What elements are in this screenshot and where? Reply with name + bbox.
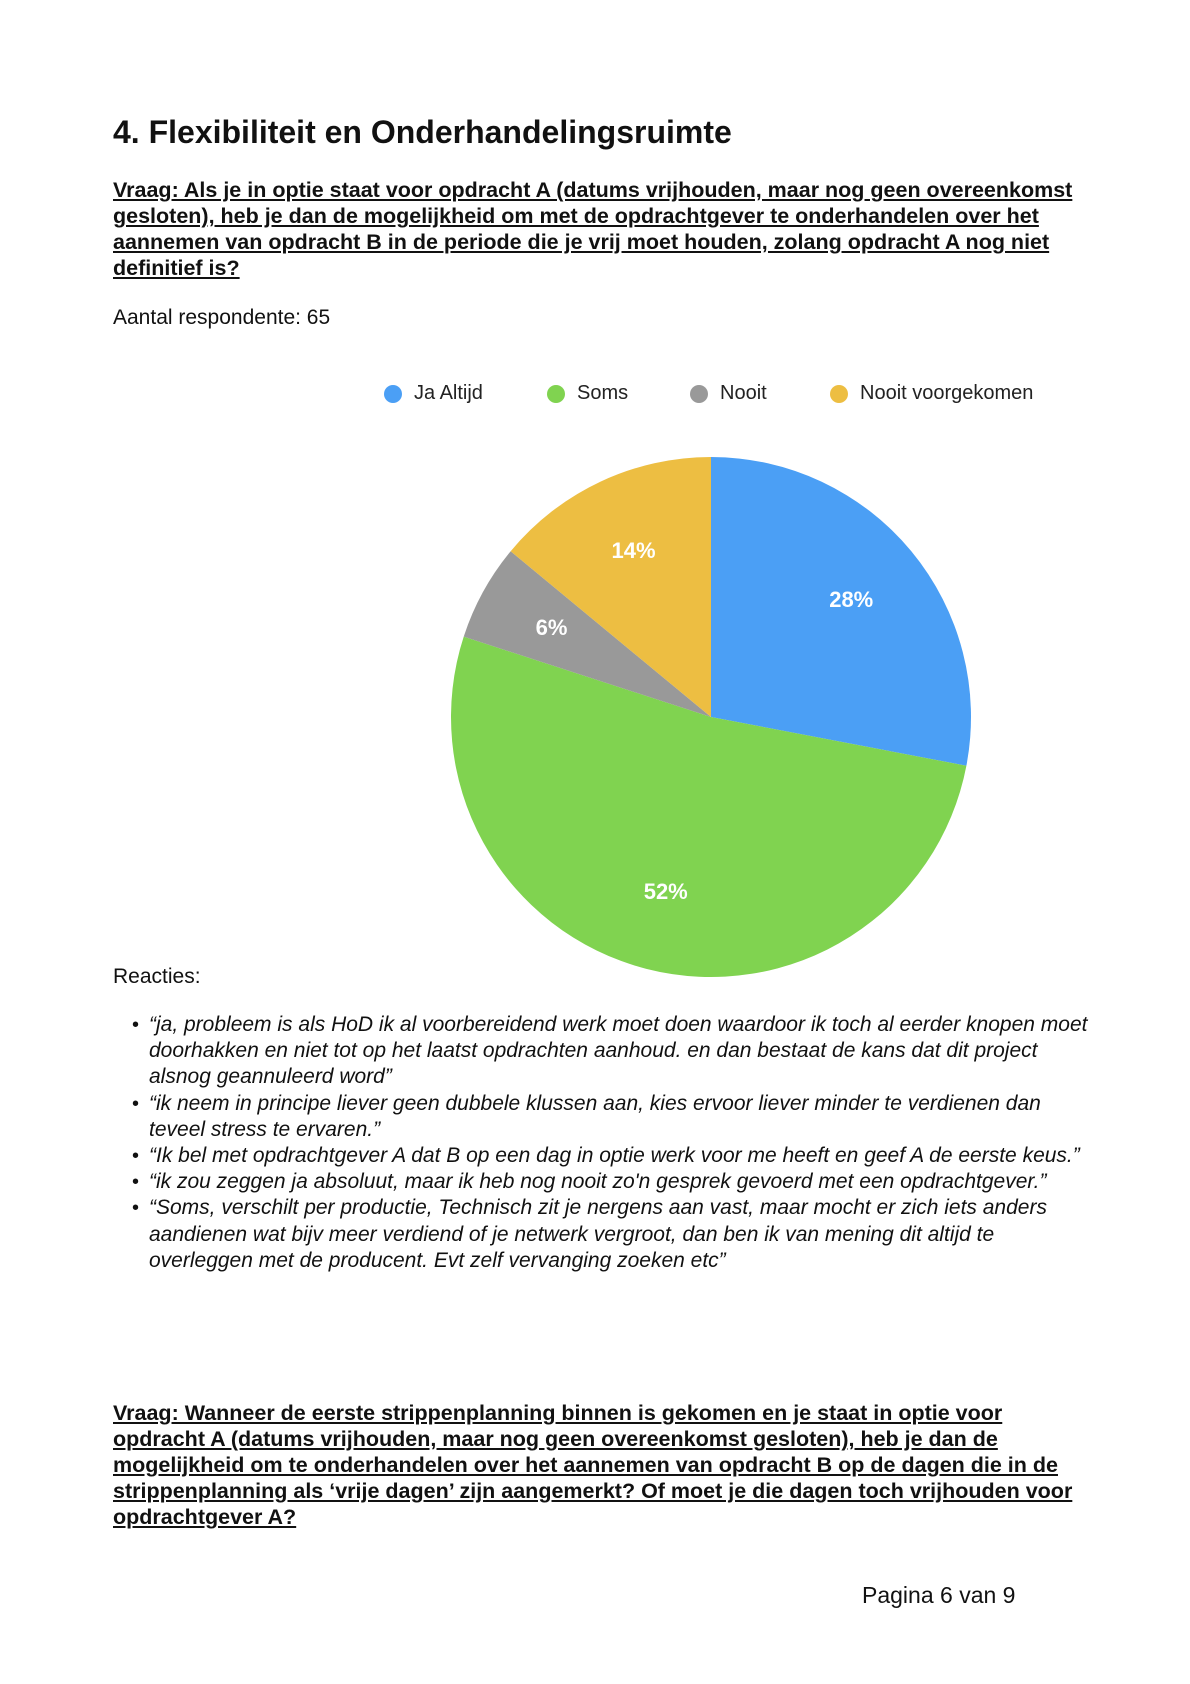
legend-item-nooit-voorgekomen [830, 382, 1033, 405]
section-heading: 4. Flexibiliteit en Onderhandelingsruimte [113, 114, 732, 150]
bullet-icon: • [132, 1092, 140, 1115]
legend-swatch-nooit [690, 385, 708, 403]
reactions-list [132, 1012, 1092, 1274]
question-1: Vraag: Als je in optie staat voor opdracht A (datums vrijhouden, maar nog geen overeenkomst gesloten), heb je dan de mogelijkheid om met de opdrachtgever te onderhandelen over het aannemen van opdracht B in de periode die je vrij moet houden, zolang opdracht A nog niet definitief is? [113, 178, 1073, 280]
respondent-count: Aantal respondente: 65 [113, 306, 331, 329]
reaction-item [132, 1012, 1092, 1091]
legend-label-ja-altijd: Ja Altijd [414, 382, 483, 404]
bullet-icon: • [132, 1171, 140, 1194]
bullet-icon: • [132, 1145, 140, 1168]
reaction-item [132, 1169, 1092, 1195]
legend-label-nooit: Nooit [720, 382, 767, 404]
reaction-item [132, 1143, 1092, 1169]
reaction-text: “ik zou zeggen ja absoluut, maar ik heb nog nooit zo'n gesprek gevoerd met een opdrachtgever.” [149, 1170, 1047, 1194]
legend-item-ja-altijd [384, 382, 483, 405]
chart-legend [0, 382, 1190, 412]
reaction-text: “Soms, verschilt per productie, Technisch zit je nergens aan vast, maar mocht er zich iets anders aandienen wat bijv meer verdiend of je netwerk vergroot, dan ben ik van mening dit altijd te overleggen met de producent. Evt zelf vervanging zoeken etc” [149, 1196, 1047, 1272]
legend-swatch-soms [547, 385, 565, 403]
reaction-item [132, 1091, 1092, 1143]
legend-swatch-nooit-voorgekomen [830, 385, 848, 403]
question-2: Vraag: Wanneer de eerste strippenplanning binnen is gekomen en je staat in optie voor opdracht A (datums vrijhouden, maar nog geen overeenkomst gesloten), heb je dan de mogelijkheid om te onderhandelen over het aannemen van opdracht B op de dagen die in de strippenplanning als ‘vrije dagen’ zijn aangemerkt? Of moet je die dagen toch vrijhouden voor opdrachtgever A? [113, 1401, 1073, 1529]
reaction-item [132, 1195, 1092, 1274]
legend-swatch-ja-altijd [384, 385, 402, 403]
pie-label-soms: 52% [643, 879, 688, 905]
reaction-text: “ja, probleem is als HoD ik al voorbereidend werk moet doen waardoor ik toch al eerder knopen moet doorhakken en niet tot op het laatst opdrachten aanhoud. en dan bestaat de kans dat dit project alsnog geannuleerd word” [149, 1013, 1088, 1089]
reaction-text: “Ik bel met opdrachtgever A dat B op een dag in optie werk voor me heeft en geef A de eerste keus.” [149, 1144, 1080, 1168]
bullet-icon: • [132, 1197, 140, 1220]
legend-item-nooit [690, 382, 767, 405]
pie-label-nooit: 6% [535, 615, 568, 641]
page-number: Pagina 6 van 9 [862, 1582, 1016, 1608]
reactions-heading: Reacties: [113, 965, 201, 988]
legend-label-soms: Soms [577, 382, 629, 404]
bullet-icon: • [132, 1014, 140, 1036]
legend-item-soms [547, 382, 628, 405]
pie-label-ja-altijd: 28% [829, 586, 874, 612]
legend-label-nooit-voorgekomen: Nooit voorgekomen [860, 382, 1034, 404]
pie-label-nooit-voorgekomen: 14% [611, 538, 656, 564]
reaction-text: “ik neem in principe liever geen dubbele klussen aan, kies ervoor liever minder te verdienen dan teveel stress te ervaren.” [149, 1091, 1041, 1141]
